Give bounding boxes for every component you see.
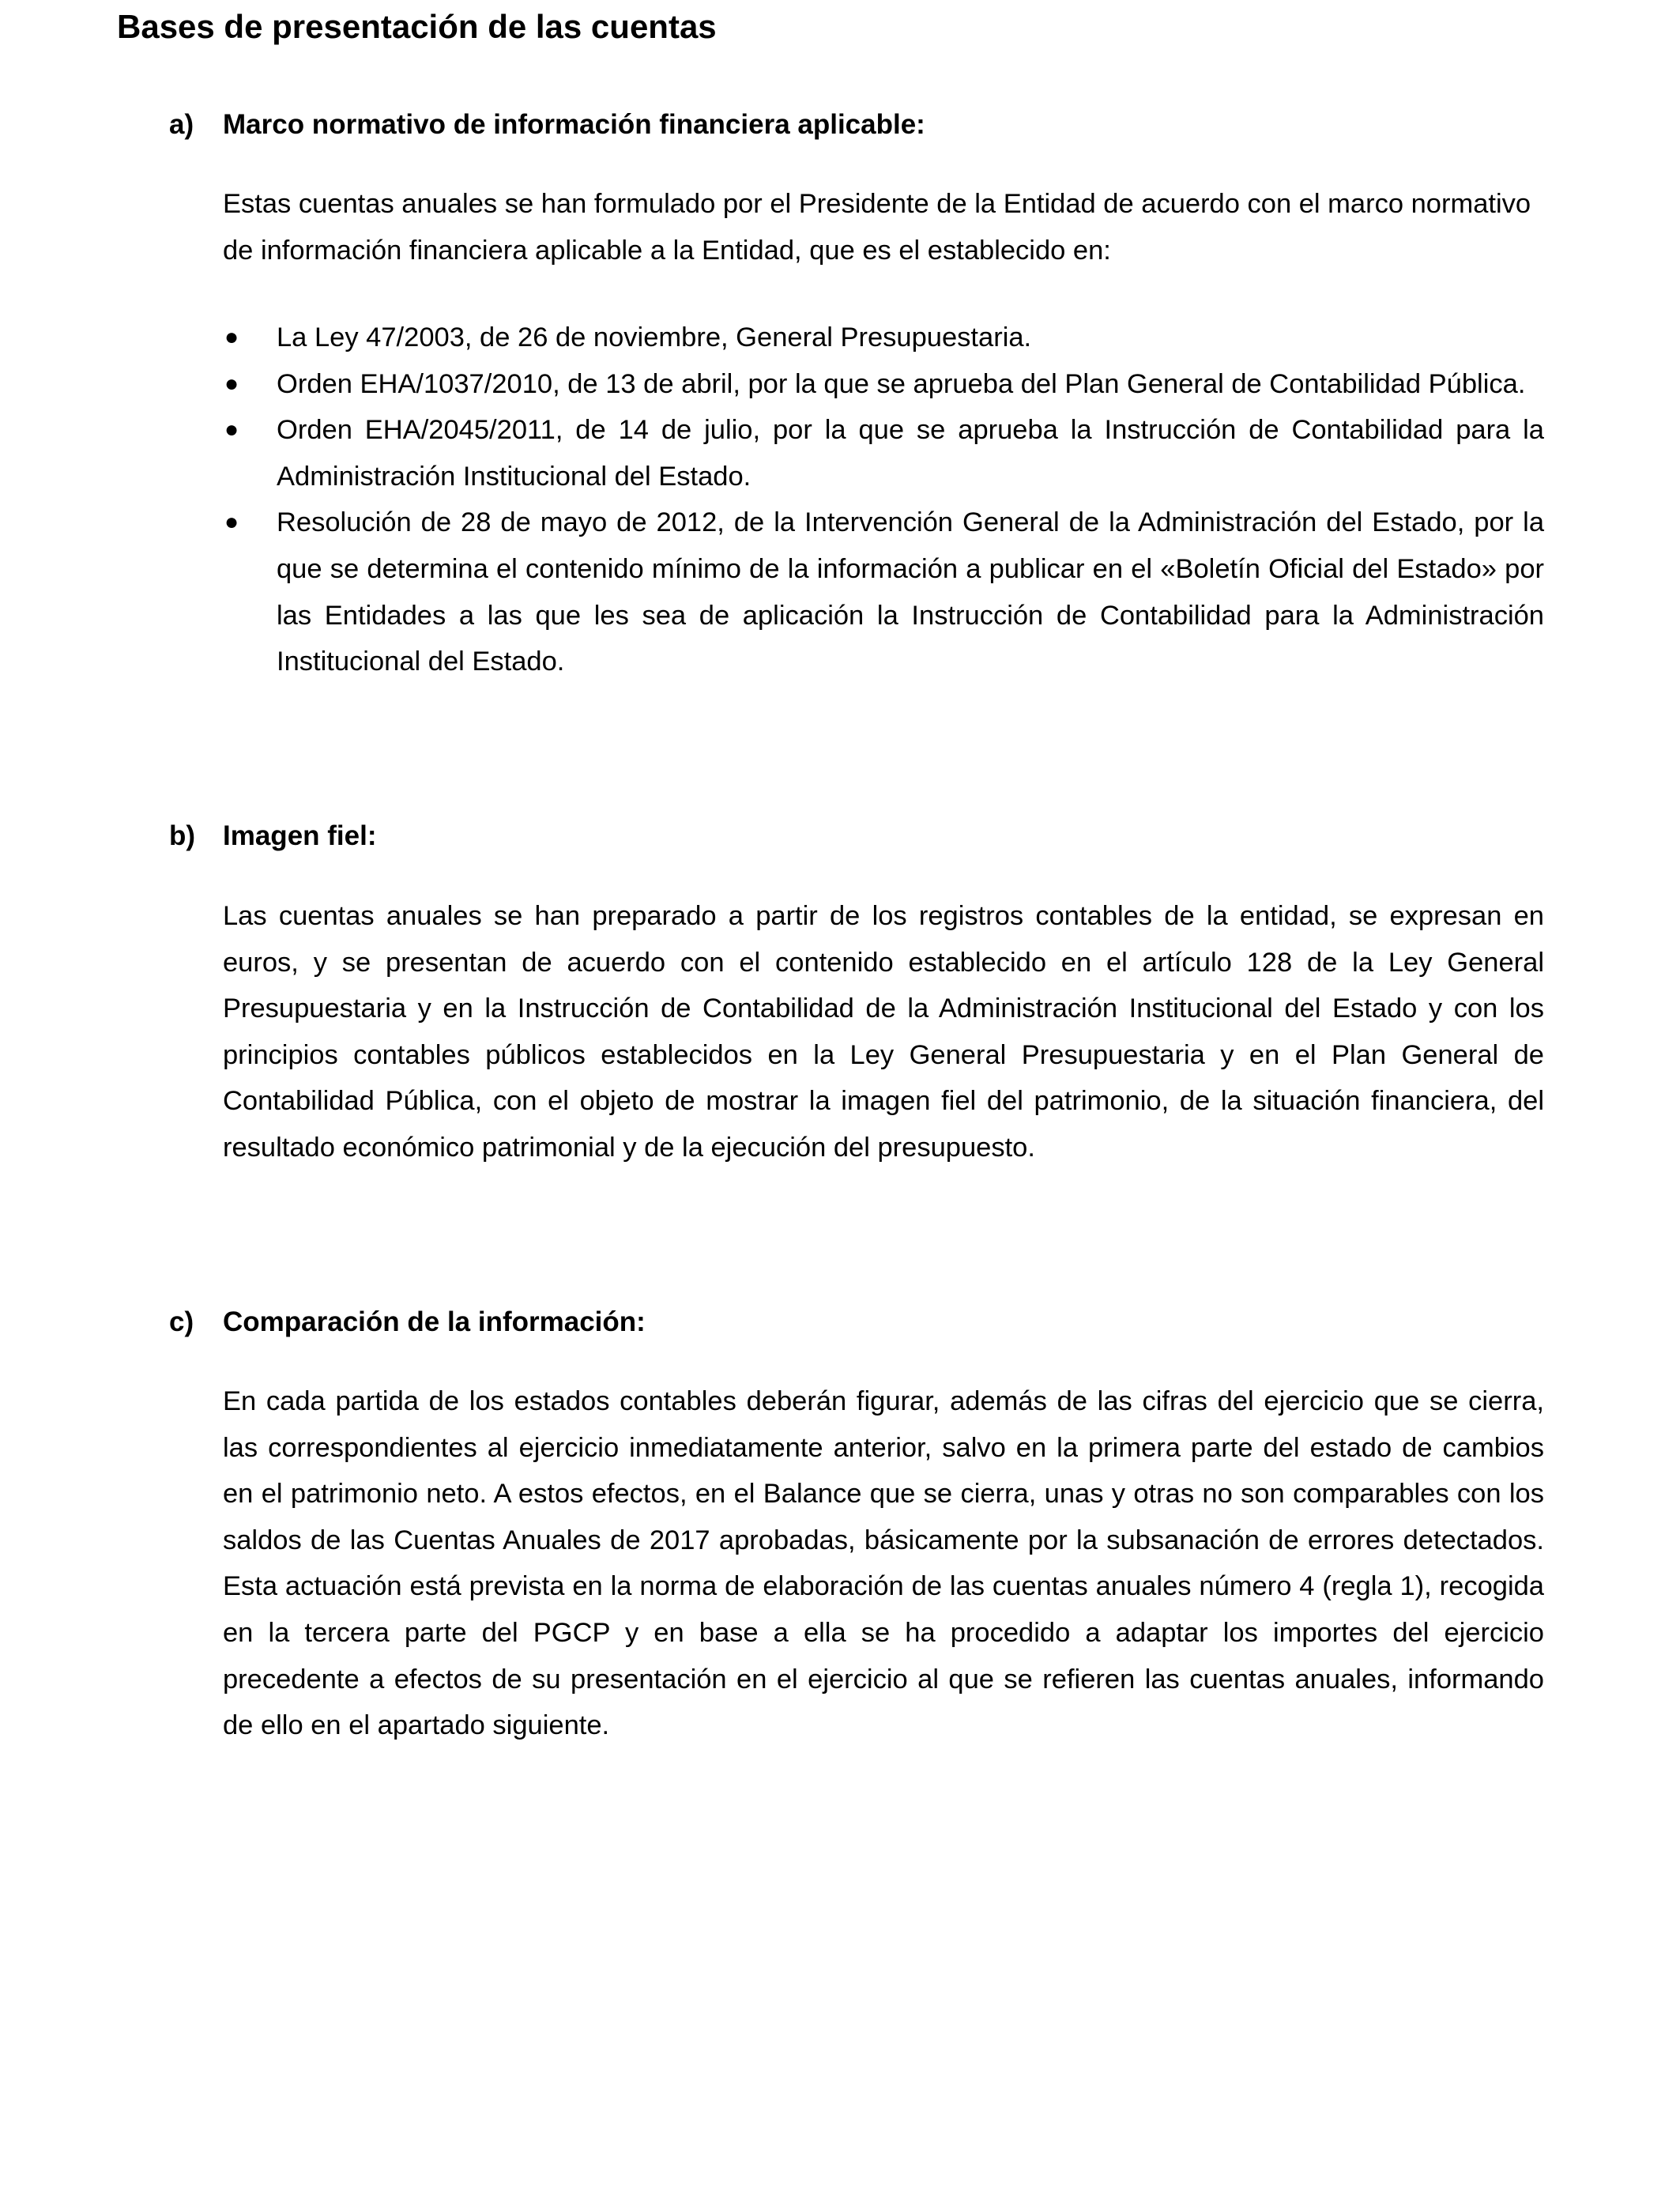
bullet-icon: ● xyxy=(224,509,239,536)
section-a-bullet-list xyxy=(223,315,1544,685)
list-item xyxy=(223,407,1544,499)
section-a-paragraph: Estas cuentas anuales se han formulado por el Presidente de la Entidad de acuerdo con el marco normativo de información financiera aplicable a la Entidad, que es el establecido en: xyxy=(223,189,1531,266)
bullet-icon: ● xyxy=(224,324,239,350)
list-item-text: La Ley 47/2003, de 26 de noviembre, General Presupuestaria. xyxy=(277,322,1032,352)
bullet-icon: ● xyxy=(224,370,239,397)
section-a-heading xyxy=(169,103,925,147)
list-item xyxy=(223,361,1544,408)
list-item xyxy=(223,315,1544,361)
document-title: Bases de presentación de las cuentas xyxy=(117,8,717,45)
section-c-title: Comparación de la información: xyxy=(223,1306,646,1337)
section-b-title: Imagen fiel: xyxy=(223,820,377,851)
section-c-heading xyxy=(169,1300,646,1344)
list-item xyxy=(223,499,1544,684)
section-b-letter: b) xyxy=(169,820,196,851)
list-item-text: Resolución de 28 de mayo de 2012, de la Intervención General de la Administración del Estado, por la que se determina el contenido mínimo de la información a publicar en el «Boletín Oficial del Estado» por las Entidades a las que les sea de aplicación la Instrucción de Contabilidad para la Administración Institucional del Estado. xyxy=(277,507,1544,677)
section-b-heading xyxy=(169,814,376,858)
list-item-text: Orden EHA/2045/2011, de 14 de julio, por la que se aprueba la Instrucción de Contabilidad para la Administración Institucional del Estado. xyxy=(277,415,1544,492)
bullet-icon: ● xyxy=(224,417,239,443)
section-c-paragraph: En cada partida de los estados contables deberán figurar, además de las cifras del ejercicio que se cierra, las correspondientes al ejercicio inmediatamente anterior, salvo en la primera parte del estado de cambios en el patrimonio neto. A estos efectos, en el Balance que se cierra, unas y otras no son comparables con los saldos de las Cuentas Anuales de 2017 aprobadas, básicamente por la subsanación de errores detectados. Esta actuación está prevista en la norma de elaboración de las cuentas anuales número 4 (regla 1), recogida en la tercera parte del PGCP y en base a ella se ha procedido a adaptar los importes del ejercicio precedente a efectos de su presentación en el ejercicio al que se refieren las cuentas anuales, informando de ello en el apartado siguiente. xyxy=(223,1386,1544,1741)
section-b-paragraph: Las cuentas anuales se han preparado a partir de los registros contables de la entidad, se expresan en euros, y se presentan de acuerdo con el contenido establecido en el artículo 128 de la Ley General Presupuestaria y en la Instrucción de Contabilidad de la Administración Institucional del Estado y con los principios contables públicos establecidos en la Ley General Presupuestaria y en el Plan General de Contabilidad Pública, con el objeto de mostrar la imagen fiel del patrimonio, de la situación financiera, del resultado económico patrimonial y de la ejecución del presupuesto. xyxy=(223,901,1544,1163)
section-a-letter: a) xyxy=(169,109,194,140)
section-a-title: Marco normativo de información financiera aplicable: xyxy=(223,109,925,140)
section-c-letter: c) xyxy=(169,1306,194,1337)
list-item-text: Orden EHA/1037/2010, de 13 de abril, por la que se aprueba del Plan General de Contabilidad Pública. xyxy=(277,368,1526,399)
